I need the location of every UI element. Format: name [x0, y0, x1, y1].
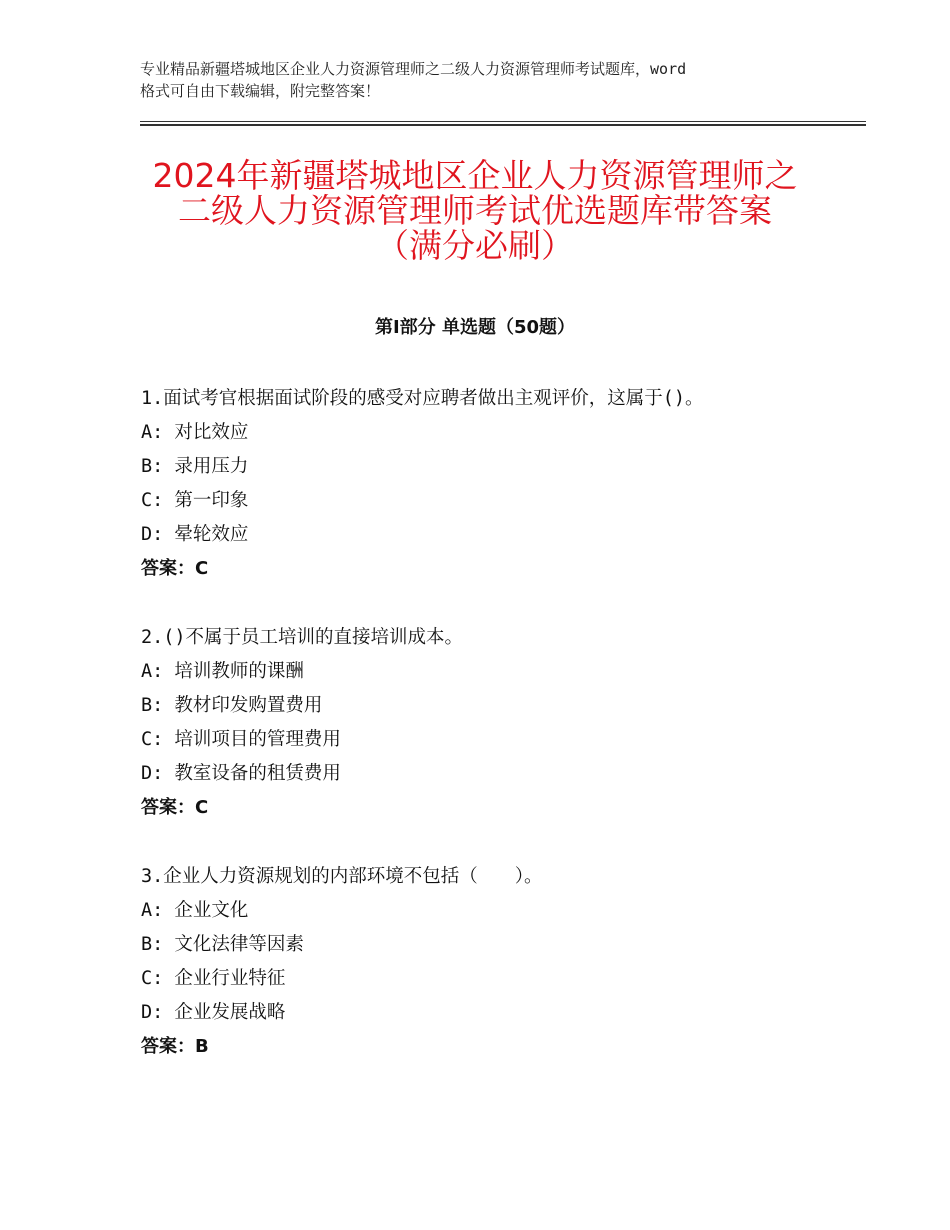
header-note-line-1: 专业精品新疆塔城地区企业人力资源管理师之二级人力资源管理师考试题库，word — [140, 60, 687, 78]
title-line-1: 2024年新疆塔城地区企业人力资源管理师之 — [152, 156, 798, 195]
divider-thick-line — [140, 124, 866, 126]
divider-thin-line — [140, 121, 866, 122]
question-stem: 3.企业人力资源规划的内部环境不包括（ ）。 — [141, 866, 543, 887]
option-d: D: 企业发展战略 — [141, 1002, 286, 1023]
answer-line: 答案：B — [141, 1036, 209, 1057]
question-item — [141, 621, 841, 860]
question-list — [141, 382, 841, 1099]
answer-line: 答案：C — [141, 797, 209, 818]
question-item — [141, 382, 841, 621]
question-stem: 2.()不属于员工培训的直接培训成本。 — [141, 627, 464, 648]
header-note — [140, 58, 820, 102]
option-a: A: 企业文化 — [141, 900, 249, 921]
option-a: A: 对比效应 — [141, 422, 249, 443]
answer-line: 答案：C — [141, 558, 209, 579]
section-heading: 第Ⅰ部分 单选题（50题） — [374, 317, 575, 338]
question-stem: 1.面试考官根据面试阶段的感受对应聘者做出主观评价，这属于()。 — [141, 388, 704, 409]
title-line-2: 二级人力资源管理师考试优选题库带答案 — [178, 191, 772, 230]
question-item — [141, 860, 841, 1099]
option-a: A: 培训教师的课酬 — [141, 661, 304, 682]
document-title — [100, 158, 850, 263]
option-b: B: 文化法律等因素 — [141, 934, 304, 955]
option-b: B: 录用压力 — [141, 456, 249, 477]
header-divider — [140, 121, 866, 126]
title-line-3: （满分必刷） — [376, 226, 574, 265]
option-d: D: 晕轮效应 — [141, 524, 249, 545]
option-d: D: 教室设备的租赁费用 — [141, 763, 341, 784]
option-b: B: 教材印发购置费用 — [141, 695, 323, 716]
option-c: C: 培训项目的管理费用 — [141, 729, 341, 750]
option-c: C: 第一印象 — [141, 490, 249, 511]
header-note-line-2: 格式可自由下载编辑，附完整答案！ — [140, 82, 381, 100]
option-c: C: 企业行业特征 — [141, 968, 286, 989]
